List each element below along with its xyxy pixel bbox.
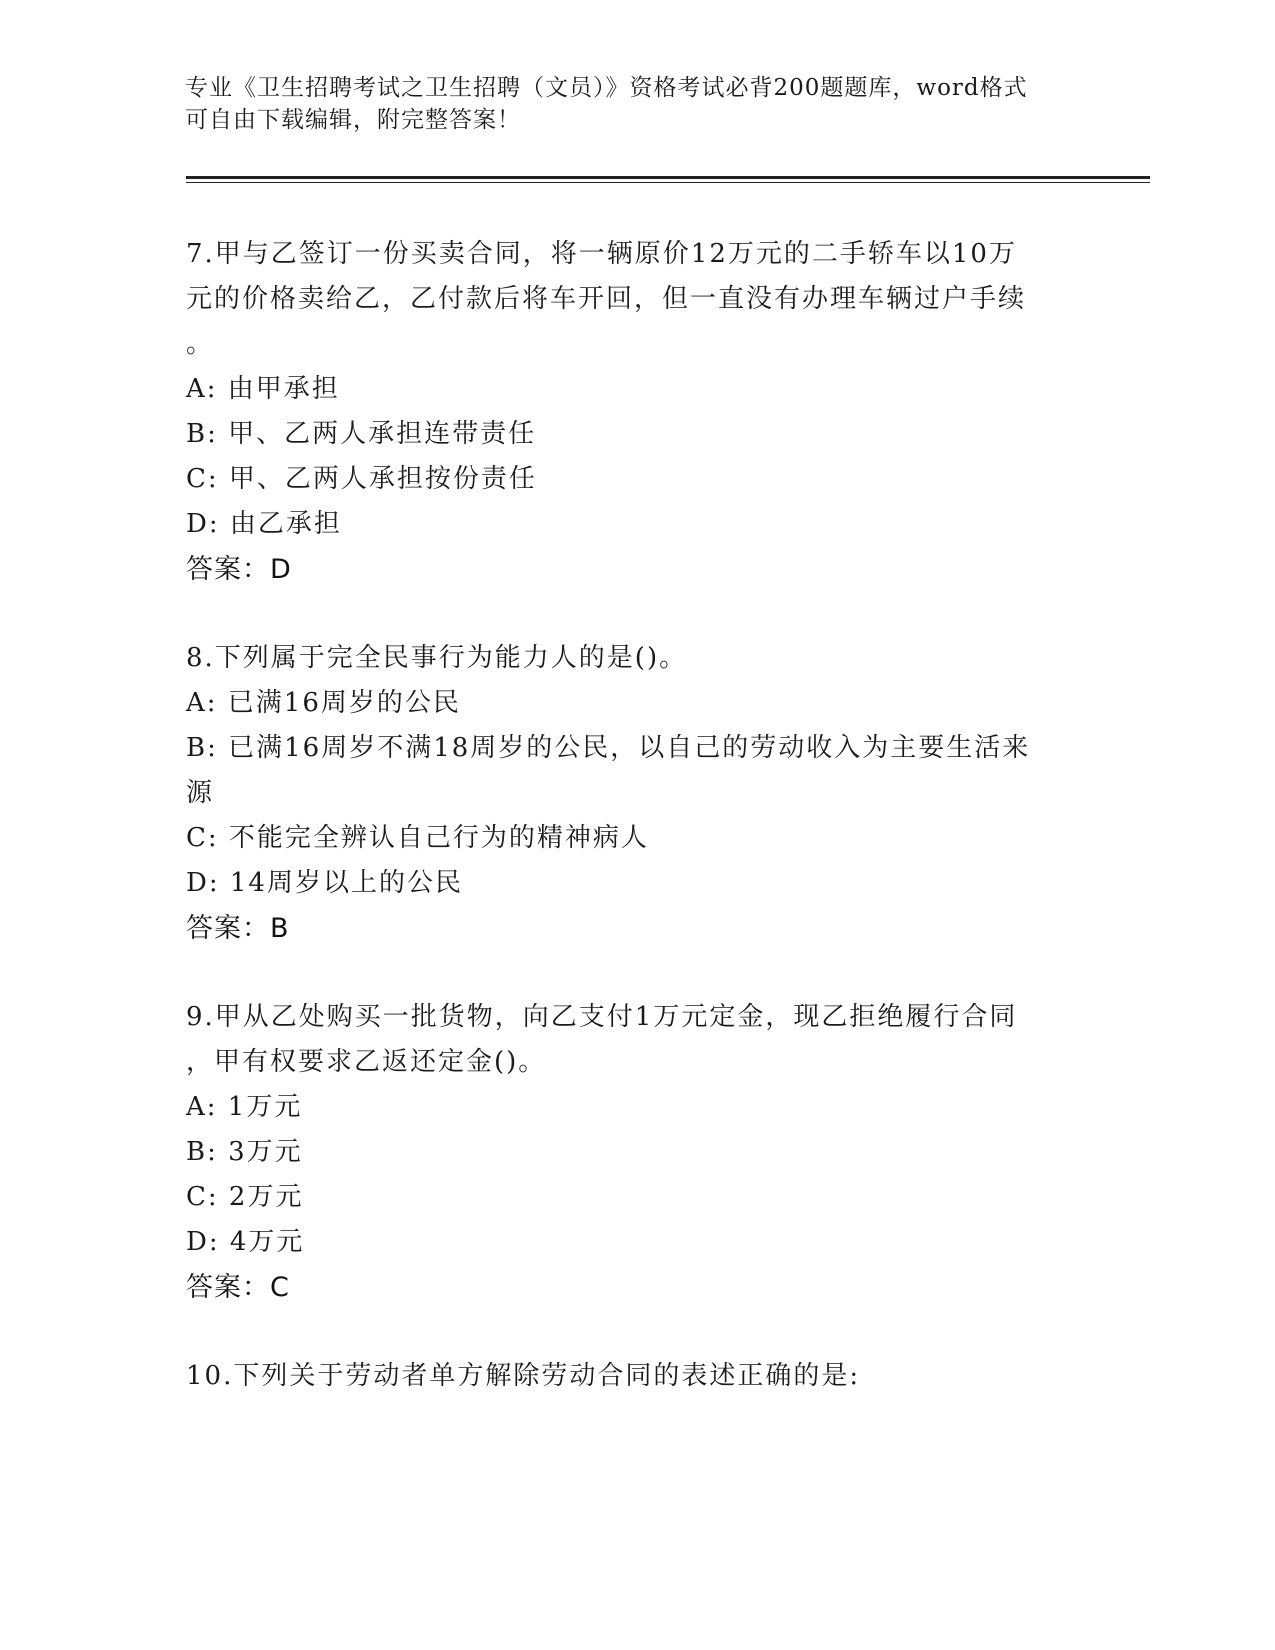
question-list bbox=[186, 232, 1086, 1443]
question-stem-line: ，甲有权要求乙返还定金()。 bbox=[186, 1047, 547, 1077]
answer-option: A: 1万元 bbox=[186, 1092, 303, 1122]
question-stem-line: 10.下列关于劳动者单方解除劳动合同的表述正确的是: bbox=[186, 1361, 861, 1391]
header-title-line-2: 可自由下载编辑，附完整答案！ bbox=[185, 107, 521, 133]
question-stem-line: 7.甲与乙签订一份买卖合同，将一辆原价12万元的二手轿车以10万 bbox=[186, 239, 1017, 269]
document-header bbox=[185, 72, 1065, 136]
question-stem-line: 元的价格卖给乙，乙付款后将车开回，但一直没有办理车辆过户手续 bbox=[186, 284, 1027, 314]
answer-option: A: 已满16周岁的公民 bbox=[186, 688, 461, 718]
answer-option: A: 由甲承担 bbox=[186, 374, 340, 404]
answer-key: 答案：B bbox=[186, 913, 290, 944]
answer-option: B: 甲、乙两人承担连带责任 bbox=[186, 419, 537, 449]
question-block bbox=[186, 995, 1086, 1310]
answer-option: C: 2万元 bbox=[186, 1182, 304, 1212]
answer-key: 答案：C bbox=[186, 1272, 290, 1303]
header-divider-thick bbox=[186, 176, 1150, 179]
header-divider-thin bbox=[186, 182, 1150, 183]
answer-option: C: 甲、乙两人承担按份责任 bbox=[186, 464, 537, 494]
question-stem-line: 。 bbox=[186, 329, 215, 359]
answer-option: B: 已满16周岁不满18周岁的公民，以自己的劳动收入为主要生活来 bbox=[186, 733, 1031, 763]
answer-option: B: 3万元 bbox=[186, 1137, 303, 1167]
question-block bbox=[186, 232, 1086, 592]
answer-key: 答案：D bbox=[186, 554, 292, 585]
question-stem-line: 8.下列属于完全民事行为能力人的是()。 bbox=[186, 643, 688, 673]
question-stem-line: 9.甲从乙处购买一批货物，向乙支付1万元定金，现乙拒绝履行合同 bbox=[186, 1002, 1018, 1032]
answer-option: D: 4万元 bbox=[186, 1227, 305, 1257]
question-block bbox=[186, 1354, 1086, 1399]
answer-option: D: 14周岁以上的公民 bbox=[186, 868, 463, 898]
header-title-line-1: 专业《卫生招聘考试之卫生招聘（文员）》资格考试必背200题题库，word格式 bbox=[185, 75, 1028, 101]
answer-option: D: 由乙承担 bbox=[186, 509, 342, 539]
question-block bbox=[186, 636, 1086, 951]
answer-option: C: 不能完全辨认自己行为的精神病人 bbox=[186, 823, 649, 853]
answer-option: 源 bbox=[186, 778, 215, 808]
